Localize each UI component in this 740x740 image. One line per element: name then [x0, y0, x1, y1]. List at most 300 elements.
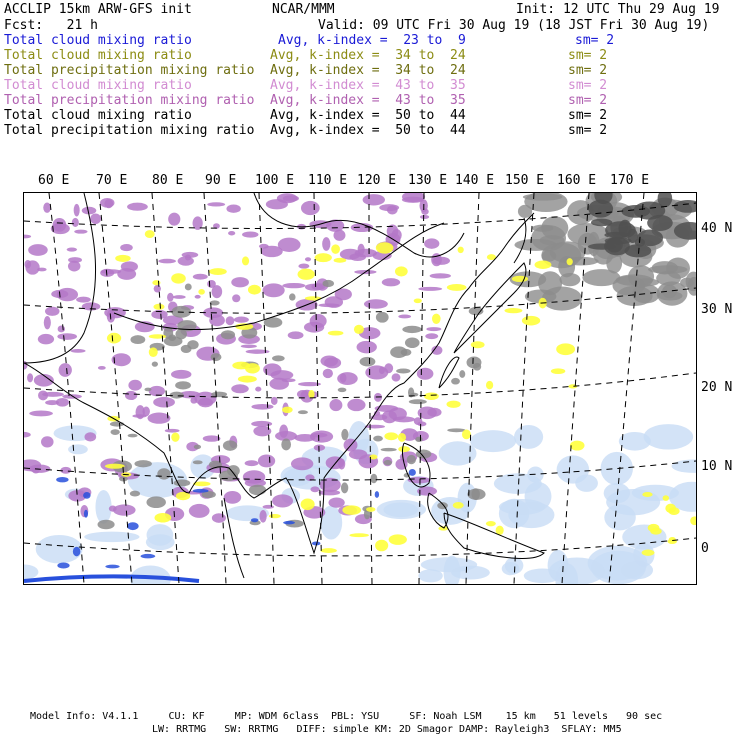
cloud-blob — [57, 333, 77, 340]
cloud-blob — [147, 413, 170, 424]
legend-field: Total cloud mixing ratio — [4, 78, 192, 93]
legend-smoothing: sm= 2 — [575, 33, 615, 48]
cloud-blob — [289, 293, 296, 300]
cloud-blob — [242, 256, 249, 265]
cloud-blob — [364, 299, 388, 308]
cloud-blob — [170, 392, 184, 399]
cloud-blob — [377, 500, 426, 519]
cloud-blob — [588, 243, 616, 249]
cloud-blob — [109, 506, 117, 512]
cloud-blob — [396, 368, 410, 373]
longitude-label: 120 E — [357, 173, 397, 188]
cloud-blob — [110, 422, 124, 427]
cloud-blob — [149, 334, 166, 338]
cloud-blob — [56, 477, 68, 482]
cloud-blob — [349, 449, 367, 459]
cloud-blob — [471, 341, 485, 348]
latitude-label: 30 N — [701, 302, 733, 317]
legend-level-range: Avg, k-index = 50 to 44 — [270, 108, 466, 123]
cloud-blob — [315, 253, 332, 262]
cloud-blob — [282, 283, 305, 288]
cloud-blob — [100, 269, 114, 277]
cloud-blob — [167, 293, 174, 302]
cloud-blob — [234, 317, 249, 323]
cloud-blob — [323, 369, 333, 378]
cloud-blob — [370, 474, 377, 483]
cloud-blob — [680, 278, 694, 288]
cloud-blob — [427, 408, 441, 417]
cloud-blob — [601, 452, 633, 485]
cloud-blob — [518, 205, 532, 218]
cloud-blob — [390, 346, 407, 358]
longitude-label: 60 E — [38, 173, 70, 188]
cloud-blob — [656, 271, 681, 286]
cloud-blob — [556, 343, 575, 355]
latitude-label: 20 N — [701, 380, 733, 395]
latitude-label: 0 — [701, 541, 709, 556]
cloud-blob — [283, 195, 299, 201]
legend-smoothing: sm= 2 — [568, 63, 608, 78]
cloud-blob — [437, 502, 448, 509]
cloud-blob — [409, 469, 416, 476]
cloud-blob — [25, 260, 39, 274]
cloud-blob — [384, 460, 392, 465]
cloud-blob — [349, 533, 369, 537]
longitude-label: 80 E — [152, 173, 184, 188]
longitude-label: 150 E — [505, 173, 545, 188]
legend-field: Total precipitation mixing ratio — [4, 123, 255, 138]
cloud-blob — [642, 492, 652, 497]
longitude-label: 110 E — [308, 173, 348, 188]
cloud-blob — [104, 199, 113, 208]
cloud-blob — [24, 361, 27, 370]
cloud-blob — [320, 355, 338, 366]
cloud-blob — [84, 510, 88, 518]
longitude-label: 130 E — [408, 173, 448, 188]
cloud-blob — [57, 563, 69, 569]
cloud-blob — [357, 341, 377, 354]
blue-streak — [24, 577, 199, 582]
cloud-blob — [298, 264, 309, 269]
cloud-blob — [246, 349, 270, 353]
cloud-blob — [486, 521, 496, 526]
cloud-blob — [301, 201, 320, 215]
cloud-blob — [672, 460, 696, 473]
cloud-blob — [130, 491, 140, 497]
cloud-blob — [95, 490, 111, 524]
cloud-blob — [153, 304, 164, 310]
legend-smoothing: sm= 2 — [568, 78, 608, 93]
cloud-blob — [647, 215, 673, 231]
cloud-blob — [193, 489, 209, 493]
cloud-blob — [420, 215, 429, 219]
cloud-blob — [245, 460, 259, 466]
cloud-blob — [127, 203, 148, 211]
cloud-blob — [145, 230, 155, 238]
cloud-blob — [221, 330, 235, 339]
cloud-blob — [471, 488, 479, 500]
cloud-blob — [211, 392, 227, 398]
cloud-blob — [283, 521, 295, 524]
cloud-blob — [70, 349, 85, 353]
cloud-blob — [231, 277, 249, 287]
cloud-blob — [366, 507, 375, 512]
cloud-blob — [67, 248, 77, 252]
cloud-blob — [263, 505, 275, 509]
cloud-blob — [68, 444, 88, 454]
longitude-label: 160 E — [557, 173, 597, 188]
cloud-blob — [431, 346, 442, 355]
legend-level-range: Avg, k-index = 50 to 44 — [270, 123, 466, 138]
cloud-blob — [185, 284, 192, 291]
cloud-blob — [195, 295, 201, 299]
cloud-blob — [522, 316, 540, 326]
cloud-blob — [212, 513, 226, 523]
cloud-blob — [320, 548, 336, 553]
longitude-label: 140 E — [455, 173, 495, 188]
cloud-blob — [157, 468, 170, 479]
cloud-blob — [74, 230, 87, 234]
cloud-blob — [384, 363, 393, 373]
cloud-blob — [387, 205, 398, 214]
legend-smoothing: sm= 2 — [568, 93, 608, 108]
cloud-blob — [446, 401, 460, 408]
cloud-blob — [153, 397, 175, 408]
cloud-blob — [175, 381, 191, 389]
cloud-blob — [451, 378, 460, 385]
cloud-blob — [354, 325, 364, 334]
legend-level-range: Avg, k-index = 43 to 35 — [270, 93, 466, 108]
cloud-blob — [224, 491, 241, 504]
map-panel — [23, 192, 697, 585]
cloud-blob — [272, 494, 293, 507]
cloud-blob — [424, 392, 439, 399]
cloud-blob — [282, 378, 296, 382]
cloud-blob — [668, 539, 677, 544]
cloud-blob — [409, 399, 427, 404]
cloud-blob — [58, 326, 65, 333]
latitude-label: 10 N — [701, 459, 733, 474]
longitude-label: 100 E — [255, 173, 295, 188]
cloud-blob — [334, 258, 347, 263]
cloud-blob — [363, 194, 385, 205]
cloud-blob — [551, 368, 565, 374]
cloud-blob — [425, 333, 438, 339]
cloud-blob — [243, 470, 265, 484]
cloud-blob — [297, 390, 309, 398]
longitude-label: 170 E — [610, 173, 650, 188]
cloud-blob — [329, 399, 342, 411]
cloud-blob — [53, 218, 67, 232]
cloud-blob — [171, 432, 179, 441]
cloud-blob — [347, 399, 365, 411]
cloud-blob — [415, 437, 422, 442]
cloud-blob — [398, 433, 406, 442]
cloud-blob — [393, 416, 415, 422]
cloud-blob — [211, 353, 222, 361]
cloud-blob — [439, 441, 477, 465]
cloud-blob — [258, 455, 275, 468]
cloud-blob — [392, 373, 401, 381]
legend-field: Total precipitation mixing ratio — [4, 93, 255, 108]
cloud-blob — [76, 297, 91, 303]
cloud-blob — [319, 490, 340, 496]
cloud-blob — [226, 205, 240, 213]
cloud-blob — [323, 280, 335, 287]
cloud-blob — [298, 269, 315, 280]
cloud-blob — [453, 502, 464, 509]
cloud-blob — [90, 213, 101, 224]
cloud-blob — [158, 259, 175, 264]
cloud-blob — [384, 432, 398, 440]
cloud-blob — [189, 504, 210, 518]
cloud-blob — [355, 249, 377, 258]
cloud-blob — [152, 280, 160, 285]
map-canvas — [24, 193, 696, 584]
cloud-blob — [467, 357, 482, 369]
cloud-blob — [231, 384, 249, 393]
cloud-blob — [147, 524, 174, 546]
cloud-blob — [291, 457, 313, 470]
cloud-blob — [644, 424, 694, 449]
legend-smoothing: sm= 2 — [568, 48, 608, 63]
latitude-label: 40 N — [701, 221, 733, 236]
cloud-blob — [248, 285, 261, 295]
cloud-blob — [84, 432, 96, 441]
cloud-blob — [322, 237, 330, 251]
org-label: NCAR/MMM — [272, 2, 335, 17]
cloud-blob — [407, 455, 416, 464]
cloud-blob — [241, 344, 257, 348]
cloud-blob — [255, 387, 261, 392]
cloud-blob — [171, 273, 186, 283]
cloud-blob — [668, 507, 679, 515]
cloud-blob — [282, 407, 293, 413]
cloud-blob — [232, 362, 250, 370]
cloud-blob — [398, 446, 410, 452]
cloud-blob — [261, 246, 283, 257]
cloud-blob — [328, 497, 344, 507]
cloud-blob — [432, 314, 441, 324]
cloud-blob — [375, 491, 379, 498]
cloud-blob — [193, 274, 208, 280]
cloud-blob — [168, 213, 180, 226]
cloud-blob — [414, 298, 422, 303]
cloud-blob — [502, 562, 520, 575]
cloud-blob — [209, 268, 227, 275]
cloud-blob — [238, 376, 257, 383]
cloud-blob — [376, 242, 394, 253]
cloud-blob — [45, 400, 59, 405]
cloud-blob — [152, 361, 158, 366]
cloud-blob — [331, 244, 340, 253]
cloud-blob — [251, 518, 258, 522]
cloud-blob — [360, 357, 376, 367]
cloud-blob — [181, 345, 192, 353]
cloud-blob — [98, 520, 115, 530]
cloud-blob — [146, 496, 165, 508]
cloud-blob — [142, 407, 149, 417]
cloud-blob — [117, 268, 136, 280]
cloud-blob — [559, 273, 580, 286]
legend-level-range: Avg, k-index = 23 to 9 — [278, 33, 466, 48]
cloud-blob — [59, 363, 72, 377]
cloud-blob — [395, 266, 408, 276]
model-title: ACCLIP 15km ARW-GFS init — [4, 2, 192, 17]
cloud-blob — [266, 199, 288, 209]
cloud-blob — [310, 314, 327, 328]
cloud-blob — [42, 392, 64, 397]
cloud-blob — [405, 337, 420, 348]
cloud-blob — [72, 218, 79, 227]
cloud-blob — [259, 510, 266, 523]
cloud-blob — [105, 464, 125, 469]
cloud-blob — [373, 436, 383, 442]
cloud-blob — [198, 289, 205, 295]
cloud-blob — [149, 347, 158, 357]
cloud-blob — [249, 485, 266, 495]
cloud-blob — [622, 525, 666, 550]
cloud-blob — [459, 370, 465, 378]
cloud-fields — [24, 193, 696, 584]
legend-field: Total precipitation mixing ratio — [4, 63, 255, 78]
cloud-blob — [288, 331, 304, 339]
cloud-blob — [262, 283, 284, 297]
cloud-blob — [341, 429, 348, 440]
cloud-blob — [193, 460, 203, 464]
longitude-label: 90 E — [205, 173, 237, 188]
cloud-blob — [469, 307, 484, 315]
cloud-blob — [342, 505, 361, 514]
cloud-blob — [83, 492, 91, 499]
legend-level-range: Avg, k-index = 43 to 35 — [270, 78, 466, 93]
cloud-blob — [310, 486, 319, 492]
cloud-blob — [375, 540, 388, 552]
cloud-blob — [523, 193, 563, 200]
cloud-blob — [389, 534, 407, 545]
cloud-blob — [633, 278, 659, 286]
cloud-blob — [154, 513, 171, 523]
cloud-blob — [575, 474, 598, 491]
cloud-blob — [514, 425, 543, 449]
cloud-blob — [27, 373, 33, 382]
cloud-blob — [115, 255, 130, 262]
cloud-blob — [164, 336, 183, 346]
cloud-blob — [62, 394, 81, 399]
cloud-blob — [430, 273, 451, 278]
cloud-blob — [402, 326, 422, 333]
cloud-blob — [226, 316, 235, 325]
cloud-blob — [567, 258, 573, 265]
cloud-blob — [604, 504, 635, 530]
cloud-blob — [232, 294, 240, 302]
legend-smoothing: sm= 2 — [568, 123, 608, 138]
cloud-blob — [165, 429, 180, 433]
cloud-blob — [207, 280, 216, 288]
cloud-blob — [178, 256, 194, 265]
cloud-blob — [128, 380, 142, 391]
cloud-blob — [305, 257, 311, 261]
cloud-blob — [279, 425, 288, 438]
cloud-blob — [207, 202, 225, 206]
cloud-blob — [281, 439, 291, 451]
cloud-blob — [223, 440, 237, 450]
cloud-blob — [73, 547, 81, 557]
cloud-blob — [44, 316, 51, 329]
cloud-blob — [328, 331, 344, 336]
cloud-blob — [141, 554, 156, 558]
cloud-blob — [171, 370, 191, 379]
cloud-blob — [504, 308, 522, 313]
cloud-blob — [203, 435, 221, 441]
cloud-blob — [337, 372, 358, 385]
cloud-blob — [84, 532, 139, 543]
cloud-blob — [418, 569, 442, 582]
cloud-blob — [134, 460, 152, 467]
cloud-blob — [24, 432, 31, 438]
cloud-blob — [338, 458, 345, 469]
cloud-blob — [251, 421, 272, 427]
cloud-blob — [271, 397, 278, 405]
cloud-blob — [113, 504, 136, 515]
legend-level-range: Avg, k-index = 34 to 24 — [270, 63, 466, 78]
cloud-blob — [98, 366, 106, 370]
cloud-blob — [242, 231, 258, 237]
cloud-blob — [447, 284, 467, 291]
cloud-blob — [338, 388, 347, 393]
cloud-blob — [251, 404, 273, 410]
cloud-blob — [128, 434, 138, 438]
cloud-blob — [486, 381, 493, 389]
cloud-blob — [125, 391, 137, 400]
cloud-blob — [605, 221, 636, 239]
cloud-blob — [194, 445, 201, 450]
cloud-blob — [532, 225, 553, 232]
cloud-blob — [41, 436, 54, 447]
cloud-blob — [74, 204, 80, 217]
cloud-blob — [144, 388, 151, 392]
cloud-blob — [381, 448, 397, 452]
cloud-blob — [650, 528, 662, 535]
legend-field: Total cloud mixing ratio — [4, 33, 192, 48]
cloud-blob — [301, 499, 315, 511]
model-info-line1: Model Info: V4.1.1 CU: KF MP: WDM 6class PBL: YSU SF: Noah LSM 15 km 51 levels 90 sec — [30, 711, 663, 722]
cloud-blob — [24, 235, 31, 239]
cloud-blob — [269, 514, 281, 518]
cloud-blob — [470, 430, 516, 452]
cloud-blob — [130, 335, 145, 344]
legend-field: Total cloud mixing ratio — [4, 48, 192, 63]
cloud-blob — [45, 307, 60, 316]
cloud-blob — [325, 296, 343, 308]
cloud-blob — [535, 261, 552, 269]
cloud-blob — [120, 244, 133, 251]
forecast-hour: Fcst: 21 h — [4, 18, 98, 33]
cloud-blob — [642, 550, 655, 556]
cloud-blob — [398, 315, 411, 319]
legend-smoothing: sm= 2 — [568, 108, 608, 123]
cloud-blob — [424, 238, 439, 248]
cloud-blob — [376, 312, 389, 323]
cloud-blob — [173, 295, 186, 299]
cloud-blob — [272, 355, 285, 361]
cloud-blob — [663, 495, 669, 501]
cloud-blob — [418, 287, 442, 291]
cloud-blob — [426, 327, 441, 331]
cloud-blob — [308, 390, 314, 398]
cloud-blob — [24, 564, 38, 579]
cloud-blob — [458, 247, 464, 254]
